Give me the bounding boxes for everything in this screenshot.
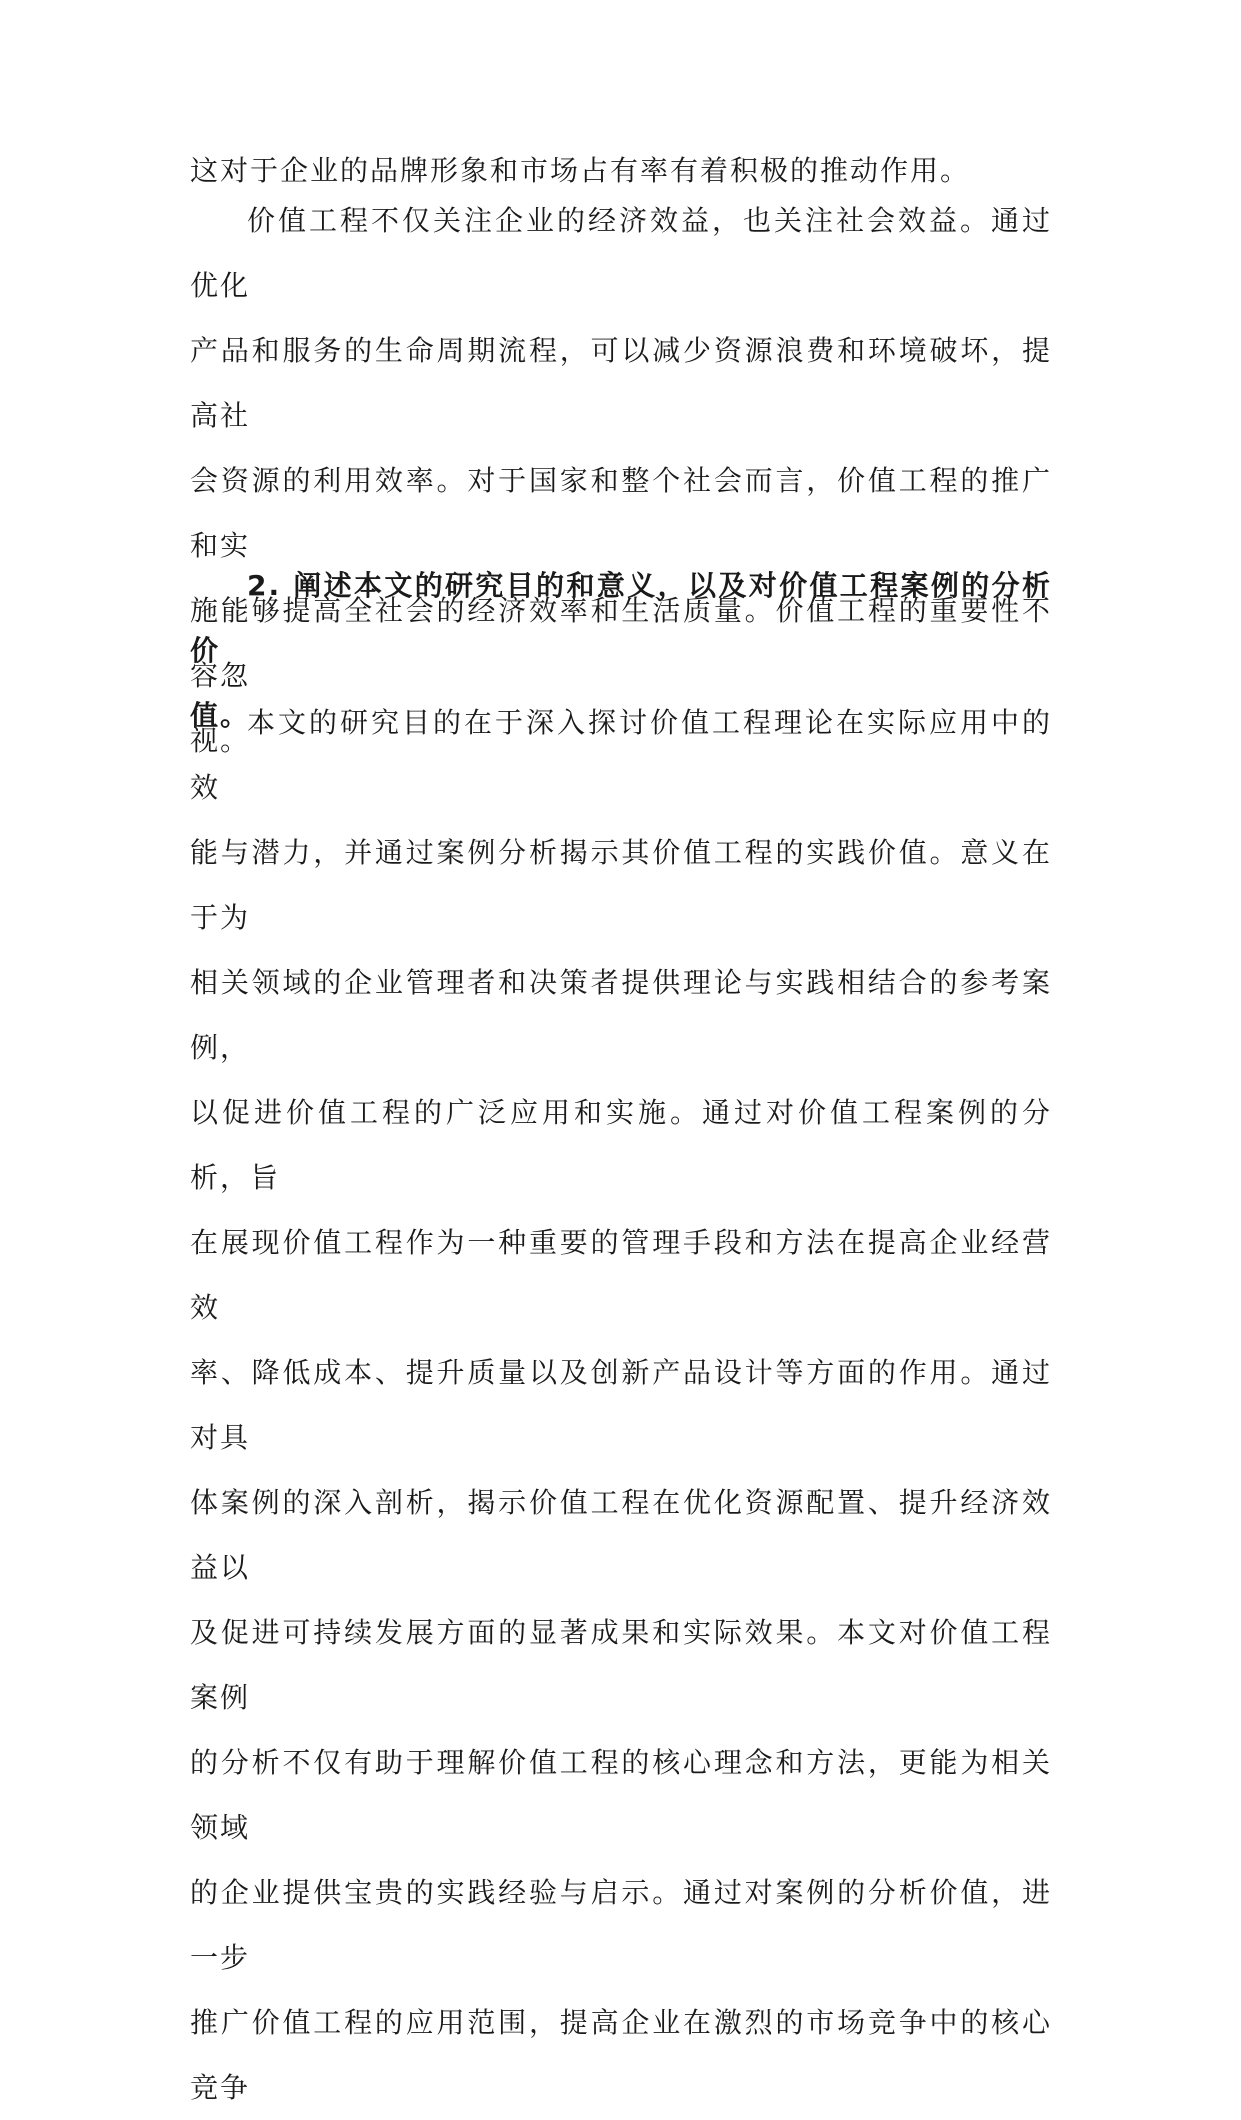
paragraph-research-purpose: 本文的研究目的在于深入探讨价值工程理论在实际应用中的效 能与潜力，并通过案例分析揭示其价值工程的实践价值。意义在于为 相关领域的企业管理者和决策者提供理论与实践相结合的参考案例， 以促进价值工程的广泛应用和实施。通过对价值工程案例的分析，旨 在展现价值工程作为一种重要的管理手段和方法在提高企业经营效 率、降低成本、提升质量以及创新产品设计等方面的作用。通过对具 体案例的深入剖析，揭示价值工程在优化资源配置、提升经济效益以 及促进可持续发展方面的显著成果和实际效果。本文对价值工程案例 的分析不仅有助于理解价值工程的核心理念和方法，更能为相关领域 的企业提供宝贵的实践经验与启示。通过对案例的分析价值，进一步 推广价值工程的应用范围，提高企业在激烈的市场竞争中的核心竞争 — [190, 706, 1052, 2104]
paragraph-continuation: 这对于企业的品牌形象和市场占有率有着积极的推动作用。 — [190, 154, 971, 187]
paragraph-social-benefits: 价值工程不仅关注企业的经济效益，也关注社会效益。通过优化 产品和服务的生命周期流程，可以减少资源浪费和环境破坏，提高社 会资源的利用效率。对于国家和整个社会而言，价值工程的推广和实 施能够提高全社会的经济效率和生活质量。价值工程的重要性不容忽 视。 — [190, 204, 1052, 757]
section-heading: 2. 阐述本文的研究目的和意义，以及对价值工程案例的分析价 值。 — [190, 569, 1052, 732]
